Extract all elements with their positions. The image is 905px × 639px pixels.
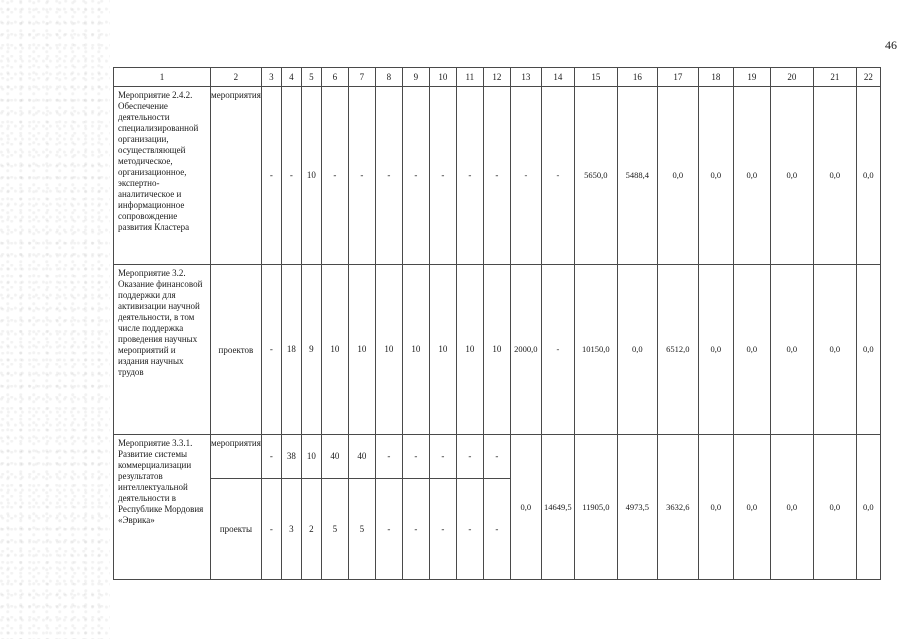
value-cell: - [483,435,510,479]
value-cell: 6512,0 [657,265,698,435]
value-cell: 5650,0 [574,87,617,265]
value-cell: 5488,4 [617,87,657,265]
value-cell: 0,0 [698,265,733,435]
value-cell: - [541,87,574,265]
value-cell: 5 [348,479,375,580]
value-cell: - [429,87,456,265]
value-cell: 0,0 [733,435,770,580]
value-cell: 0,0 [813,435,856,580]
table-row [114,265,881,435]
value-cell: 10 [301,87,321,265]
value-cell: 10 [348,265,375,435]
header-cell: 12 [483,68,510,87]
value-cell: 40 [348,435,375,479]
value-cell: 0,0 [813,265,856,435]
value-cell: - [483,479,510,580]
value-cell: 10 [402,265,429,435]
header-cell: 9 [402,68,429,87]
value-cell: 10 [483,265,510,435]
value-cell: 3632,6 [657,435,698,580]
header-cell: 5 [301,68,321,87]
header-row [114,68,881,87]
value-cell: 0,0 [813,87,856,265]
value-cell: - [261,87,281,265]
header-cell: 16 [617,68,657,87]
value-cell: - [510,87,541,265]
value-cell: - [402,479,429,580]
value-cell: - [375,479,402,580]
header-cell: 2 [211,68,262,87]
value-cell: 0,0 [510,435,541,580]
value-cell: - [402,435,429,479]
value-cell: - [483,87,510,265]
header-cell: 20 [770,68,813,87]
value-cell: 0,0 [733,265,770,435]
data-table [113,67,881,580]
value-cell: 2 [301,479,321,580]
unit-cell: проекты [211,479,262,580]
value-cell: - [456,87,483,265]
header-cell: 1 [114,68,211,87]
value-cell: - [375,435,402,479]
header-cell: 18 [698,68,733,87]
value-cell: - [261,435,281,479]
value-cell: 10 [456,265,483,435]
header-cell: 15 [574,68,617,87]
value-cell: - [321,87,348,265]
value-cell: - [375,87,402,265]
value-cell: - [456,479,483,580]
header-cell: 3 [261,68,281,87]
value-cell: 9 [301,265,321,435]
header-cell: 6 [321,68,348,87]
header-cell: 4 [281,68,301,87]
value-cell: 0,0 [856,265,880,435]
value-cell: 10 [321,265,348,435]
value-cell: - [281,87,301,265]
value-cell: 10 [429,265,456,435]
header-cell: 13 [510,68,541,87]
unit-cell: мероприятия [211,87,262,265]
value-cell: 0,0 [770,265,813,435]
value-cell: 11905,0 [574,435,617,580]
value-cell: - [429,479,456,580]
value-cell: 0,0 [733,87,770,265]
value-cell: 4973,5 [617,435,657,580]
value-cell: 0,0 [657,87,698,265]
value-cell: 14649,5 [541,435,574,580]
activity-name-cell: Мероприятие 3.3.1. Развитие системы коммерциализации результатов интеллектуальной деятельности в Республике Мордовия «Эврика» [114,435,211,580]
value-cell: - [541,265,574,435]
unit-cell: мероприятия [211,435,262,479]
value-cell: 0,0 [856,87,880,265]
header-cell: 10 [429,68,456,87]
value-cell: 38 [281,435,301,479]
value-cell: - [261,265,281,435]
header-cell: 21 [813,68,856,87]
value-cell: - [261,479,281,580]
value-cell: - [456,435,483,479]
unit-cell: проектов [211,265,262,435]
table-row [114,435,881,479]
value-cell: - [348,87,375,265]
activity-name-cell: Мероприятие 3.2. Оказание финансовой поддержки для активизации научной деятельности, в том числе поддержка проведения научных мероприятий и издания научных трудов [114,265,211,435]
header-cell: 19 [733,68,770,87]
value-cell: 10 [375,265,402,435]
value-cell: 2000,0 [510,265,541,435]
value-cell: 0,0 [617,265,657,435]
value-cell: 18 [281,265,301,435]
scan-noise [0,0,110,639]
header-cell: 11 [456,68,483,87]
header-cell: 17 [657,68,698,87]
value-cell: - [402,87,429,265]
value-cell: 0,0 [698,435,733,580]
value-cell: 0,0 [856,435,880,580]
value-cell: 10 [301,435,321,479]
value-cell: 5 [321,479,348,580]
value-cell: 3 [281,479,301,580]
value-cell: 0,0 [770,87,813,265]
page-number: 46 [885,38,897,52]
value-cell: 40 [321,435,348,479]
header-cell: 14 [541,68,574,87]
value-cell: 10150,0 [574,265,617,435]
header-cell: 7 [348,68,375,87]
header-cell: 8 [375,68,402,87]
activity-name-cell: Мероприятие 2.4.2. Обеспечение деятельности специализированной организации, осуществляющей методическое, организационное, экспертно-аналитическое и информационное сопровождение развития Кластера [114,87,211,265]
value-cell: 0,0 [698,87,733,265]
value-cell: - [429,435,456,479]
header-cell: 22 [856,68,880,87]
table-row [114,87,881,265]
value-cell: 0,0 [770,435,813,580]
